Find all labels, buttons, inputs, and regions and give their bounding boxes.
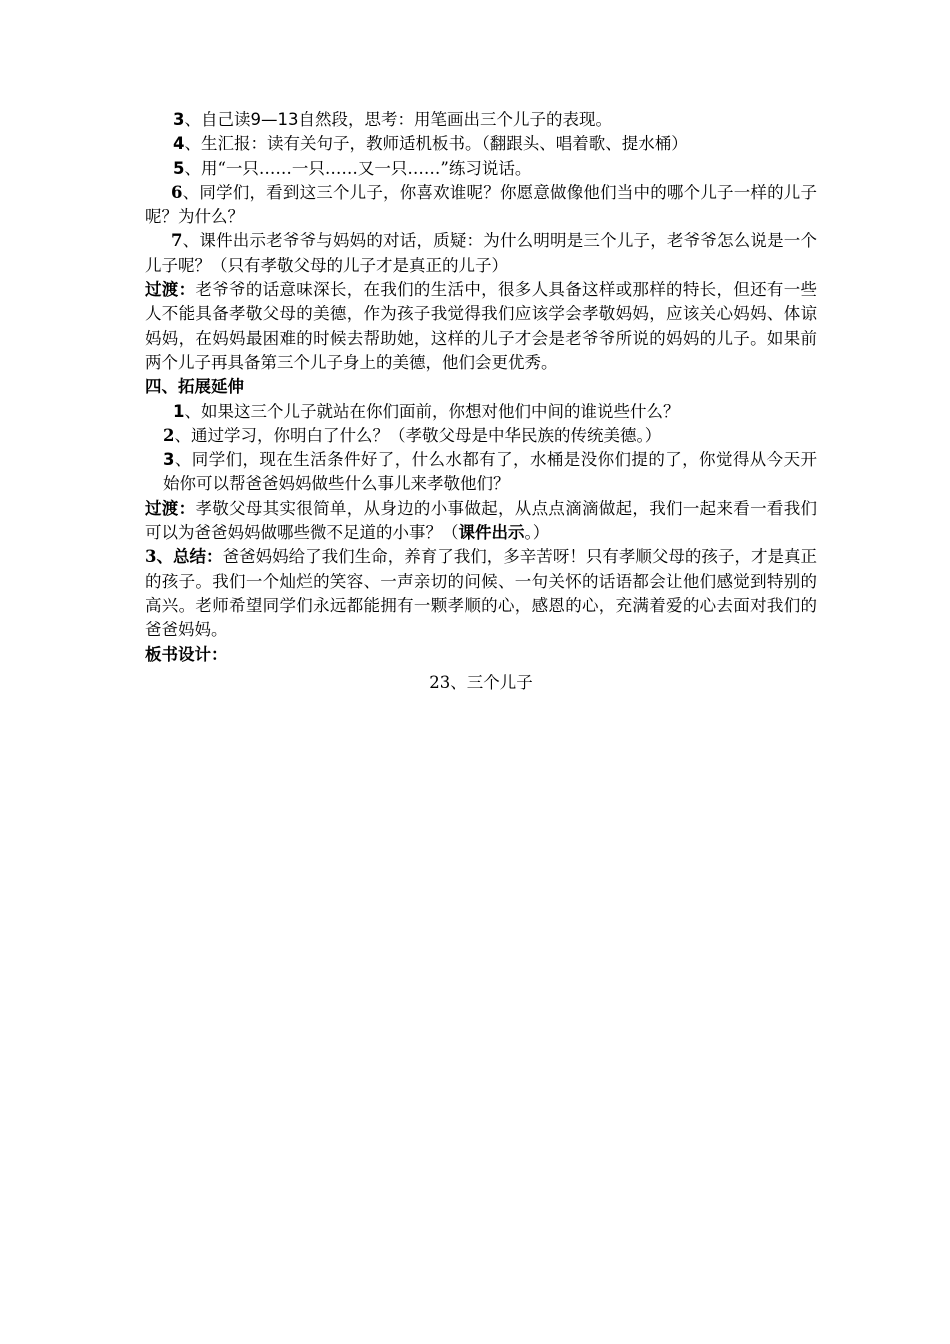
document-body xyxy=(145,108,817,695)
board-design-label: 板书设计： xyxy=(145,644,228,664)
step-3-line xyxy=(145,108,817,132)
step-text: 、课件出示老爷爷与妈妈的对话，质疑：为什么明明是三个儿子，老爷爷怎么说是一个儿子呢？（只有孝敬父母的儿子才是真正的儿子） xyxy=(145,231,817,275)
transition-paragraph-1 xyxy=(145,278,817,375)
step-text: 、如果这三个儿子就站在你们面前，你想对他们中间的谁说些什么？ xyxy=(184,401,680,421)
transition-label: 过渡： xyxy=(145,280,196,300)
step-text: 、用“一只……一只……又一只……”练习说话。 xyxy=(184,158,532,178)
step-7-paragraph xyxy=(145,229,817,278)
section-heading: 四、拓展延伸 xyxy=(145,377,244,397)
summary-text: 爸爸妈妈给了我们生命，养育了我们，多辛苦呀！只有孝顺父母的孩子，才是真正的孩子。我们一个灿烂的笑容、一声亲切的问候、一句关怀的话语都会让他们感觉到特别的高兴。老师希望同学们永远都能拥有一颗孝顺的心，感恩的心，充满着爱的心去面对我们的爸爸妈妈。 xyxy=(145,547,818,640)
step-5-line xyxy=(145,157,817,181)
extension-2-line xyxy=(145,424,817,448)
courseware-emphasis: 课件出示 xyxy=(458,523,525,543)
summary-label: 、总结： xyxy=(156,547,223,567)
step-number: 1 xyxy=(173,401,185,421)
summary-paragraph xyxy=(145,545,817,642)
step-number: 6 xyxy=(171,182,183,202)
step-6-paragraph xyxy=(145,181,817,230)
step-number: 2 xyxy=(163,425,175,445)
transition-text: 孝敬父母其实很简单，从身边的小事做起，从点点滴滴做起，我们一起来看一看我们可以为爸爸妈妈做哪些微不足道的小事？（ xyxy=(145,498,818,543)
step-text: 、通过学习，你明白了什么？（孝敬父母是中华民族的传统美德。） xyxy=(174,425,662,445)
paragraph-range: 9—13 xyxy=(250,110,299,129)
step-text: 、同学们，看到这三个儿子，你喜欢谁呢？你愿意做像他们当中的哪个儿子一样的儿子呢？为什么？ xyxy=(145,182,817,227)
summary-number: 3 xyxy=(145,547,157,567)
step-number: 5 xyxy=(173,158,185,178)
transition-paragraph-2 xyxy=(145,497,817,546)
transition-label: 过渡： xyxy=(145,498,196,518)
step-number: 4 xyxy=(173,134,185,154)
extension-1-line xyxy=(145,400,817,424)
step-4-line xyxy=(145,132,817,156)
transition-end: 。） xyxy=(524,523,550,543)
step-text: 自然段，思考：用笔画出三个儿子的表现。 xyxy=(298,110,612,129)
step-number: 7 xyxy=(171,231,183,251)
transition-text: 老爷爷的话意味深长，在我们的生活中，很多人具备这样或那样的特长，但还有一些人不能具备孝敬父母的美德，作为孩子我觉得我们应该学会孝敬妈妈，应该关心妈妈、体谅妈妈，在妈妈最困难的时候去帮助她，这样的儿子才会是老爷爷所说的妈妈的儿子。如果前两个儿子再具备第三个儿子身上的美德，他们会更优秀。 xyxy=(145,280,818,372)
board-title: 23、三个儿子 xyxy=(429,672,533,692)
step-text: 、生汇报：读有关句子，教师适机板书。（翻跟头、唱着歌、提水桶） xyxy=(184,134,688,154)
step-text: 、自己读 xyxy=(184,110,251,129)
extension-3-paragraph xyxy=(145,448,817,497)
step-number: 3 xyxy=(173,110,185,129)
step-number: 3 xyxy=(163,450,175,470)
step-text: 、同学们，现在生活条件好了，什么水都有了，水桶是没你们提的了，你觉得从今天开始你可以帮爸爸妈妈做些什么事儿来孝敬他们？ xyxy=(163,450,817,494)
